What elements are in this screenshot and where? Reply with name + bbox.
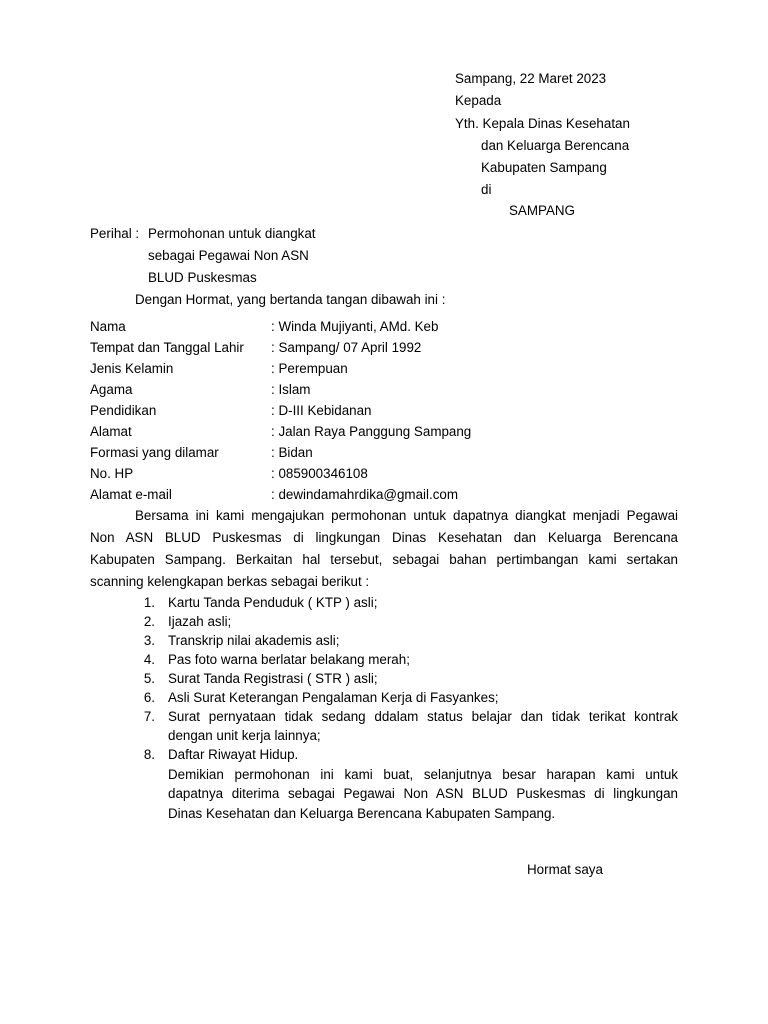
- list-number: 6.: [143, 690, 155, 705]
- identity-label: Alamat e-mail: [90, 487, 172, 502]
- list-item: Kartu Tanda Penduduk ( KTP ) asli;: [168, 595, 378, 610]
- list-item: Asli Surat Keterangan Pengalaman Kerja di Fasyankes;: [168, 690, 499, 705]
- recipient-city: SAMPANG: [509, 203, 575, 218]
- list-item: Surat Tanda Registrasi ( STR ) asli;: [168, 671, 378, 686]
- recipient-to: Kepada: [455, 93, 502, 108]
- identity-label: Alamat: [90, 424, 132, 439]
- identity-value: : Winda Mujiyanti, AMd. Keb: [271, 319, 439, 334]
- subject-line-2: sebagai Pegawai Non ASN: [148, 248, 309, 263]
- subject-label: Perihal :: [90, 226, 140, 241]
- list-number: 2.: [143, 614, 155, 629]
- recipient-line-2: dan Keluarga Berencana: [481, 138, 630, 153]
- list-number: 3.: [143, 633, 155, 648]
- identity-label: Formasi yang dilamar: [90, 445, 219, 460]
- identity-value: : Islam: [271, 382, 311, 397]
- identity-label: Nama: [90, 319, 126, 334]
- paragraph-line: scanning kelengkapan berkas sebagai berikut :: [90, 574, 370, 589]
- identity-value: : D-III Kebidanan: [271, 403, 372, 418]
- identity-label: Agama: [90, 382, 133, 397]
- list-number: 5.: [143, 671, 155, 686]
- paragraph-line: Demikian permohonan ini kami buat, selanjutnya besar harapan kami untuk: [168, 767, 678, 782]
- recipient-line-3: Kabupaten Sampang: [481, 160, 607, 175]
- list-item: Daftar Riwayat Hidup.: [168, 747, 299, 762]
- paragraph-line: Non ASN BLUD Puskesmas di lingkungan Dinas Kesehatan dan Keluarga Berencana: [90, 530, 678, 545]
- subject-line-3: BLUD Puskesmas: [148, 270, 257, 285]
- paragraph-line: dapatnya diterima sebagai Pegawai Non ASN BLUD Puskesmas di lingkungan: [168, 786, 678, 801]
- list-number: 4.: [143, 652, 155, 667]
- list-number: 7.: [143, 709, 155, 724]
- list-number: 8.: [143, 747, 155, 762]
- identity-value: : dewindamahrdika@gmail.com: [271, 487, 459, 502]
- identity-value: : Perempuan: [271, 361, 348, 376]
- identity-label: Jenis Kelamin: [90, 361, 174, 376]
- list-item: Surat pernyataan tidak sedang ddalam status belajar dan tidak terikat kontrak: [168, 709, 678, 724]
- subject-line-1: Permohonan untuk diangkat: [148, 226, 316, 241]
- signoff: Hormat saya: [527, 862, 603, 877]
- list-number: 1.: [143, 595, 155, 610]
- list-item: Transkrip nilai akademis asli;: [168, 633, 340, 648]
- list-item-continuation: dengan unit kerja lainnya;: [168, 728, 321, 743]
- list-item: Ijazah asli;: [168, 614, 232, 629]
- identity-label: No. HP: [90, 466, 134, 481]
- identity-label: Pendidikan: [90, 403, 157, 418]
- list-item: Pas foto warna berlatar belakang merah;: [168, 652, 410, 667]
- greeting: Dengan Hormat, yang bertanda tangan dibawah ini :: [135, 292, 446, 307]
- identity-label: Tempat dan Tanggal Lahir: [90, 340, 244, 355]
- recipient-line-4: di: [481, 182, 492, 197]
- identity-value: : Bidan: [271, 445, 313, 460]
- paragraph-line: Kabupaten Sampang. Berkaitan hal tersebut, sebagai bahan pertimbangan kami sertakan: [90, 552, 678, 567]
- paragraph-line: Bersama ini kami mengajukan permohonan untuk dapatnya diangkat menjadi Pegawai: [135, 508, 678, 523]
- identity-value: : 085900346108: [271, 466, 368, 481]
- recipient-line-1: Yth. Kepala Dinas Kesehatan: [455, 116, 630, 131]
- identity-value: : Jalan Raya Panggung Sampang: [271, 424, 472, 439]
- paragraph-line: Dinas Kesehatan dan Keluarga Berencana Kabupaten Sampang.: [168, 806, 556, 821]
- identity-value: : Sampang/ 07 April 1992: [271, 340, 422, 355]
- place-date: Sampang, 22 Maret 2023: [455, 71, 607, 86]
